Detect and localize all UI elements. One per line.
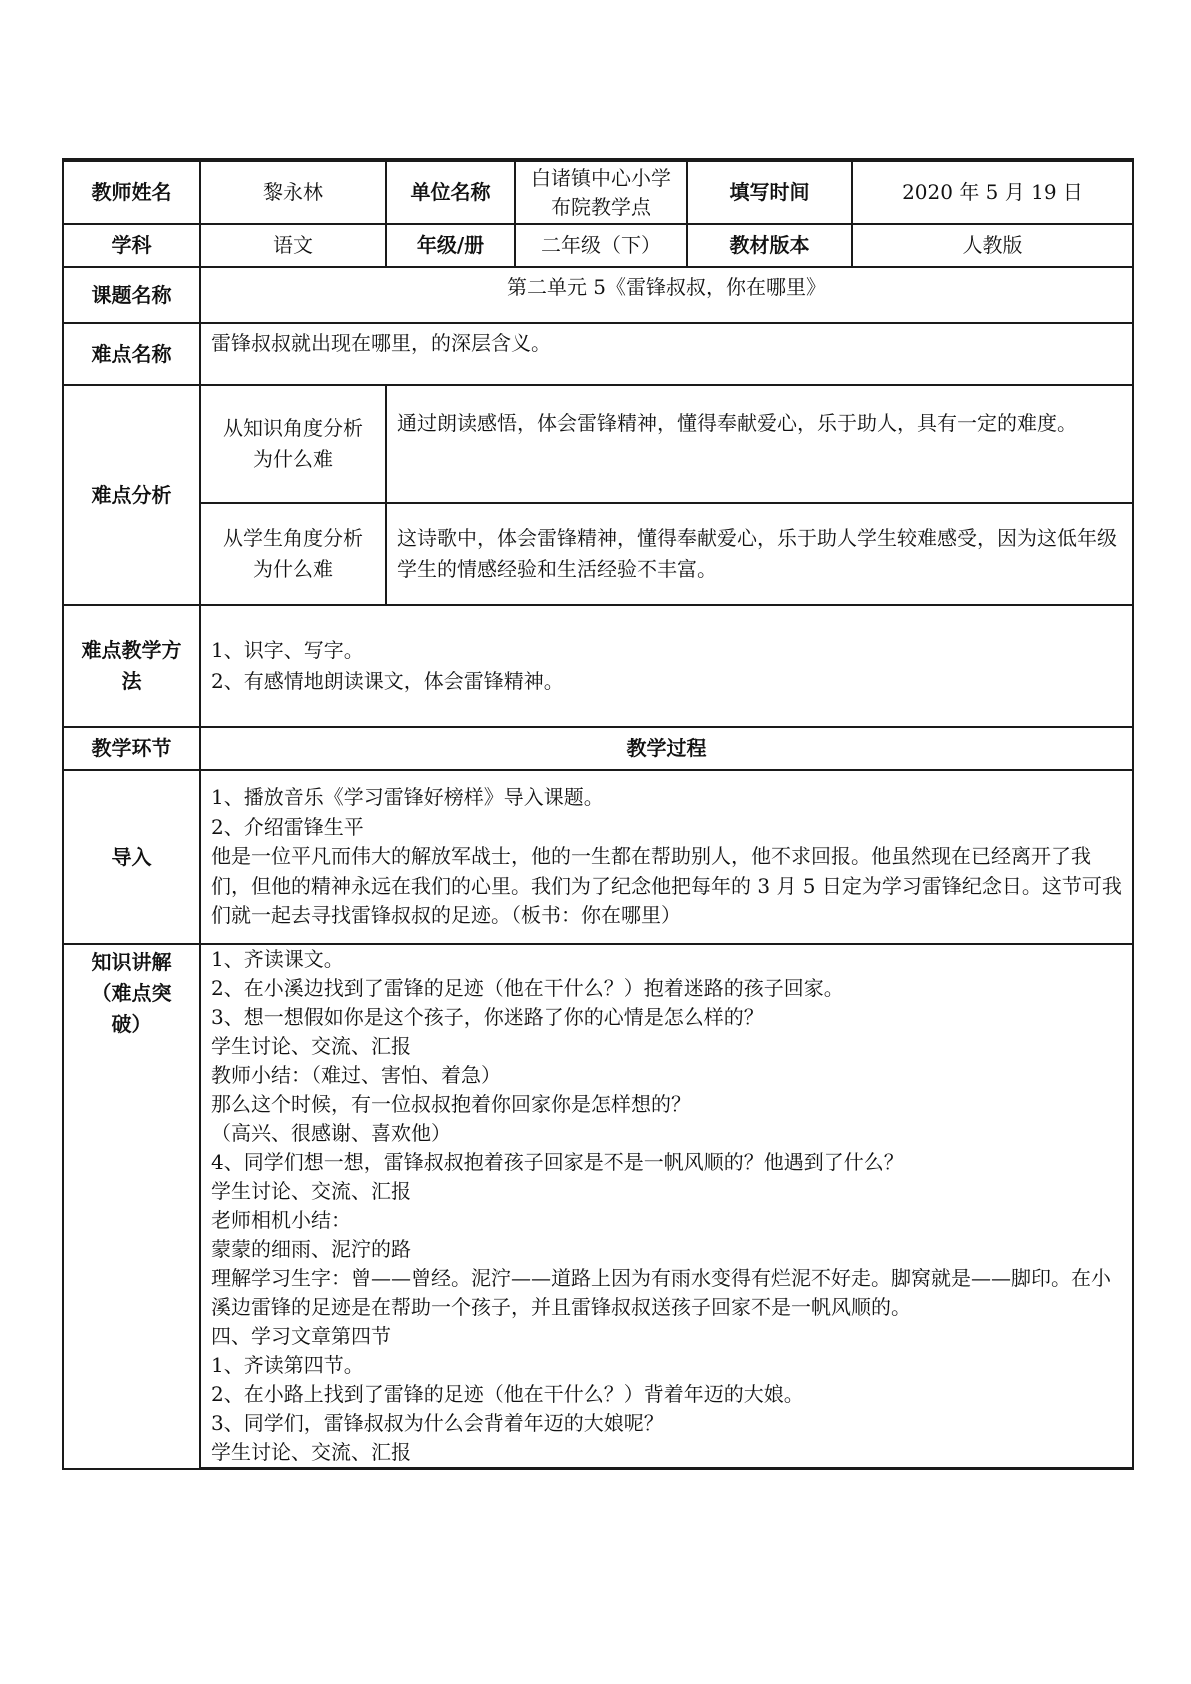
teacher-name-label: 教师姓名	[63, 160, 200, 224]
knowledge-value: 1、齐读课文。 2、在小溪边找到了雷锋的足迹（他在干什么？）抱着迷路的孩子回家。 3、想一想假如你是这个孩子，你迷路了你的心情是怎么样的？ 学生讨论、交流、汇报 教师小结：（难过、害怕、着急） 那么这个时候，有一位叔叔抱着你回家你是怎样想的？ （高兴、很感谢、喜欢他） 4、同学们想一想，雷锋叔叔抱着孩子回家是不是一帆风顺的？他遇到了什么？ 学生讨论、交流、汇报 老师相机小结： 蒙蒙的细雨、泥泞的路 理解学习生字：曾——曾经。泥泞——道路上因为有雨水变得有烂泥不好走。脚窝就是——脚印。在小溪边雷锋的足迹是在帮助一个孩子，并且雷锋叔叔送孩子回家不是一帆风顺的。 四、学习文章第四节 1、齐读第四节。 2、在小路上找到了雷锋的足迹（他在干什么？）背着年迈的大娘。 3、同学们，雷锋叔叔为什么会背着年迈的大娘呢？ 学生讨论、交流、汇报	[200, 944, 1133, 1469]
row-header-1	[63, 160, 1133, 224]
difficulty-value: 雷锋叔叔就出现在哪里，的深层含义。	[200, 323, 1133, 385]
topic-label: 课题名称	[63, 267, 200, 323]
fill-date-value: 2020 年 5 月 19 日	[852, 160, 1133, 224]
topic-value: 第二单元 5《雷锋叔叔，你在哪里》	[200, 267, 1133, 323]
subject-label: 学科	[63, 224, 200, 267]
analysis-student-value: 这诗歌中，体会雷锋精神，懂得奉献爱心，乐于助人学生较难感受，因为这低年级学生的情感经验和生活经验不丰富。	[386, 503, 1133, 605]
row-process-header	[63, 727, 1133, 770]
row-knowledge	[63, 944, 1133, 1469]
row-intro	[63, 770, 1133, 944]
row-topic	[63, 267, 1133, 323]
analysis-knowledge-label: 从知识角度分析 为什么难	[200, 385, 386, 503]
method-label: 难点教学方 法	[63, 605, 200, 727]
difficulty-label: 难点名称	[63, 323, 200, 385]
row-analysis-knowledge	[63, 385, 1133, 503]
lesson-plan-table	[62, 158, 1134, 1470]
analysis-label: 难点分析	[63, 385, 200, 605]
analysis-knowledge-value: 通过朗读感悟，体会雷锋精神，懂得奉献爱心，乐于助人，具有一定的难度。	[386, 385, 1133, 503]
edition-value: 人教版	[852, 224, 1133, 267]
row-difficulty	[63, 323, 1133, 385]
stage-label: 教学环节	[63, 727, 200, 770]
row-analysis-student	[63, 503, 1133, 605]
row-header-2	[63, 224, 1133, 267]
process-label: 教学过程	[200, 727, 1133, 770]
unit-name-label: 单位名称	[386, 160, 515, 224]
method-value: 1、识字、写字。 2、有感情地朗读课文，体会雷锋精神。	[200, 605, 1133, 727]
grade-value: 二年级（下）	[515, 224, 687, 267]
fill-date-label: 填写时间	[687, 160, 852, 224]
teacher-name-value: 黎永林	[200, 160, 386, 224]
row-method	[63, 605, 1133, 727]
unit-name-value: 白诸镇中心小学 布院教学点	[515, 160, 687, 224]
intro-label: 导入	[63, 770, 200, 944]
edition-label: 教材版本	[687, 224, 852, 267]
grade-label: 年级/册	[386, 224, 515, 267]
subject-value: 语文	[200, 224, 386, 267]
intro-value: 1、播放音乐《学习雷锋好榜样》导入课题。 2、介绍雷锋生平 他是一位平凡而伟大的解放军战士，他的一生都在帮助别人，他不求回报。他虽然现在已经离开了我们，但他的精神永远在我们的心里。我们为了纪念他把每年的 3 月 5 日定为学习雷锋纪念日。这节可我们就一起去寻找雷锋叔叔的足迹。（板书：你在哪里）	[200, 770, 1133, 944]
analysis-student-label: 从学生角度分析 为什么难	[200, 503, 386, 605]
knowledge-label: 知识讲解 （难点突 破）	[63, 944, 200, 1469]
